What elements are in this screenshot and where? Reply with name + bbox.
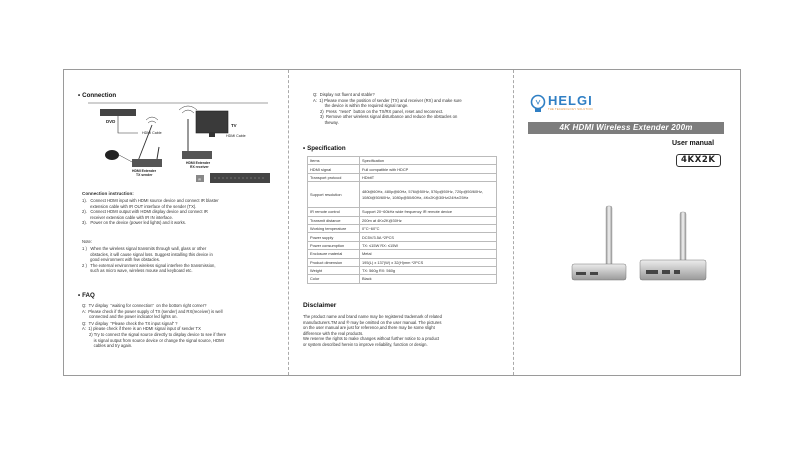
tv-label: TV — [231, 123, 237, 128]
svg-text:HDMI Extender: HDMI Extender — [186, 161, 211, 165]
table-row: Transport protocol HDbitT — [308, 173, 497, 181]
dvd-player — [100, 109, 136, 116]
instruction-title: Connection instruction: — [82, 191, 134, 196]
faq-heading: • FAQ — [78, 292, 95, 299]
model-badge: 4KX2K — [676, 154, 721, 167]
specification-table — [307, 156, 497, 284]
table-row: Items Specification — [308, 157, 497, 165]
specification-heading: • Specification — [303, 145, 346, 152]
disclaimer-heading: Disclaimer — [303, 302, 337, 309]
table-row: Product dimension 195(L) x 137(W) x 32(H)mm *2PCS — [308, 258, 497, 266]
connection-heading: • Connection — [78, 92, 117, 99]
table-row: Support resolution 480i@60Hz, 480p@60Hz, 576i@50Hz, 576p@50Hz, 720p@50/60Hz, 1080i@50/60Hz, 1080p@50/60Hz, 4Kx2K@30Hz/24Hz/25Hz — [308, 182, 497, 208]
tv-screen — [196, 111, 228, 133]
lightbulb-icon — [530, 94, 546, 114]
table-row: Power supply DC5V/3.5A *2PCS — [308, 233, 497, 241]
rx-receiver-device — [182, 151, 212, 159]
notes: 1 ) When the wireless signal transmits through wall, glass or other obstacles, it will cause signal loss. Suggest installing this device in good environment with few obstacles. 2 ) The external environment wireless signal interfere the transmission, such as micro wave, wireless mouse and keyboard etc. — [82, 246, 216, 274]
svg-text:TX sender: TX sender — [136, 173, 153, 177]
table-row: Color Black — [308, 275, 497, 283]
disclaimer-text: The product name and brand name may be registered trademark of related manufacturers.TM and ® may be omitted on the user manual. The pictures on the user manual are just for reference,and there may be some slight difference with the real products. We reserve the rights to make changes without further notice to a product or system described herein to improve reliability, function or design. — [303, 314, 442, 347]
product-title: 4K HDMI Wireless Extender 200m — [528, 122, 724, 134]
tx-antenna — [606, 206, 612, 268]
tx-sender-device — [132, 159, 162, 167]
panel-cover — [513, 70, 742, 375]
instruction-steps: 1). Connect HDMI input with HDMI source device and connect IR blaster extension cable with IR OUT interface of the sender (TX). 2). Connect HDMI output with HDMI display device and connect IR receiver extension cable with IR IN interface. 3). Power on the device (power led lights) and it works. — [82, 198, 219, 226]
wifi-icon — [146, 117, 158, 123]
faq-continued: Q: Display not fluent and stable? A: 1) Please move the position of sender (TX) and receiver (RX) and make sure the device is within the required signal range. 2) Press “reset” button on the TX/RX panel, reset and reconnect. 3) Remove other wireless signal disturbance and reduce the obstacles on theway. — [313, 92, 462, 125]
panel-connection — [64, 70, 288, 375]
table-row: Power consumption TX: ≤15W RX: ≤15W — [308, 241, 497, 249]
table-row: Enclosure material Metal — [308, 250, 497, 258]
product-photo — [534, 198, 734, 308]
svg-text:HDMI Extender: HDMI Extender — [132, 169, 157, 173]
dvd-label: DVD — [106, 119, 116, 124]
table-row: IR remote control Support 20~60kHz wide frequency IR remote device — [308, 208, 497, 216]
hdmi-cable-label-2: HDMI Cable — [226, 134, 246, 138]
brand-logo — [530, 94, 593, 114]
table-row: Weight TX: 560g RX: 560g — [308, 266, 497, 274]
svg-text:RX receiver: RX receiver — [190, 165, 209, 169]
manual-sheet — [63, 69, 741, 376]
brand-name: HELGI — [548, 93, 593, 108]
panel-specification — [288, 70, 513, 375]
ir-blaster — [105, 150, 119, 160]
connection-diagram — [78, 101, 278, 189]
table-row: HDMI signal Full compatible with HDCP — [308, 165, 497, 173]
wifi-icon — [179, 106, 197, 113]
table-row: Working temperature 0°C~60°C — [308, 224, 497, 232]
svg-text:IR: IR — [198, 177, 201, 182]
brand-tagline: THE TECHNOLOGY SOLUTION — [548, 108, 593, 111]
hdmi-cable-label-1: HDMI Cable — [142, 131, 162, 135]
user-manual-label: User manual — [672, 140, 715, 147]
note-label: Note: — [82, 239, 93, 244]
faq-list: Q: TV display “waiting for connection” on the bottom right corner? A: Please check if the power supply of TX (sender) and RX(receiver) is well connected and the power indicator led lights on. Q: TV display “Please check the TX input signal” ? A: 1) please check if there is an HDMI signal input of sender TX 2) Try to connect the signal source directly to display device to see if there is signal output from source device or change the signal source, HDMI cables and try again. — [82, 303, 227, 349]
table-row: Transmit distance 200m at 4Kx2K@30Hz — [308, 216, 497, 224]
